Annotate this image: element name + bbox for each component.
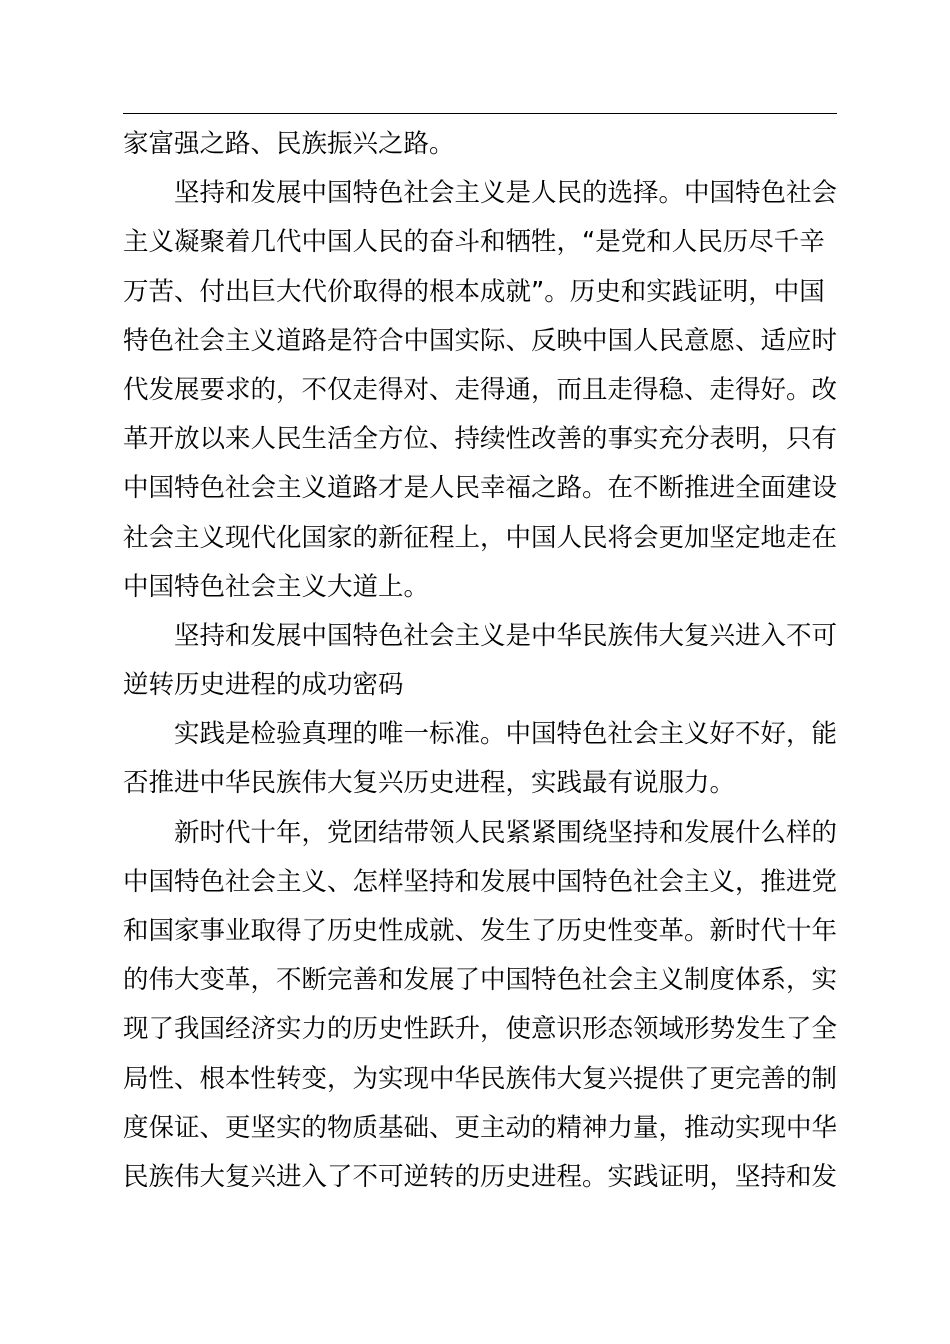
- text-line: 否推进中华民族伟大复兴历史进程，实践最有说服力。: [123, 768, 736, 799]
- body-text: [123, 120, 839, 1202]
- paragraph-start-line: 实践是检验真理的唯一标准。中国特色社会主义好不好，能: [174, 719, 838, 750]
- text-line: 的伟大变革，不断完善和发展了中国特色社会主义制度体系，实: [123, 965, 838, 996]
- section-heading-line: 坚持和发展中国特色社会主义是中华民族伟大复兴进入不可: [174, 620, 838, 651]
- text-line: 度保证、更坚实的物质基础、更主动的精神力量，推动实现中华: [123, 1112, 838, 1143]
- text-line: 家富强之路、民族振兴之路。: [123, 129, 455, 159]
- header-rule: [123, 113, 837, 114]
- text-line: 中国特色社会主义、怎样坚持和发展中国特色社会主义，推进党: [123, 866, 838, 897]
- section-heading-line: 逆转历史进程的成功密码: [123, 670, 404, 701]
- text-line: 现了我国经济实力的历史性跃升，使意识形态领域形势发生了全: [123, 1014, 838, 1045]
- paragraph-start-line: 新时代十年，党团结带领人民紧紧围绕坚持和发展什么样的: [174, 817, 838, 848]
- text-line: 革开放以来人民生活全方位、持续性改善的事实充分表明，只有: [123, 424, 838, 455]
- paragraph-start-line: 坚持和发展中国特色社会主义是人民的选择。中国特色社会: [174, 178, 838, 209]
- text-line: 中国特色社会主义道路才是人民幸福之路。在不断推进全面建设: [123, 473, 838, 504]
- text-line: 万苦、付出巨大代价取得的根本成就”。历史和实践证明，中国: [123, 276, 825, 307]
- text-line: 代发展要求的，不仅走得对、走得通，而且走得稳、走得好。改: [123, 374, 838, 405]
- text-line: 局性、根本性转变，为实现中华民族伟大复兴提供了更完善的制: [123, 1063, 838, 1094]
- text-line: 民族伟大复兴进入了不可逆转的历史进程。实践证明，坚持和发: [123, 1161, 838, 1192]
- text-line: 特色社会主义道路是符合中国实际、反映中国人民意愿、适应时: [123, 325, 838, 356]
- text-line: 社会主义现代化国家的新征程上，中国人民将会更加坚定地走在: [123, 522, 838, 553]
- text-line: 主义凝聚着几代中国人民的奋斗和牺牲，“是党和人民历尽千辛: [123, 227, 825, 258]
- text-line: 中国特色社会主义大道上。: [123, 571, 430, 602]
- text-line: 和国家事业取得了历史性成就、发生了历史性变革。新时代十年: [123, 916, 838, 946]
